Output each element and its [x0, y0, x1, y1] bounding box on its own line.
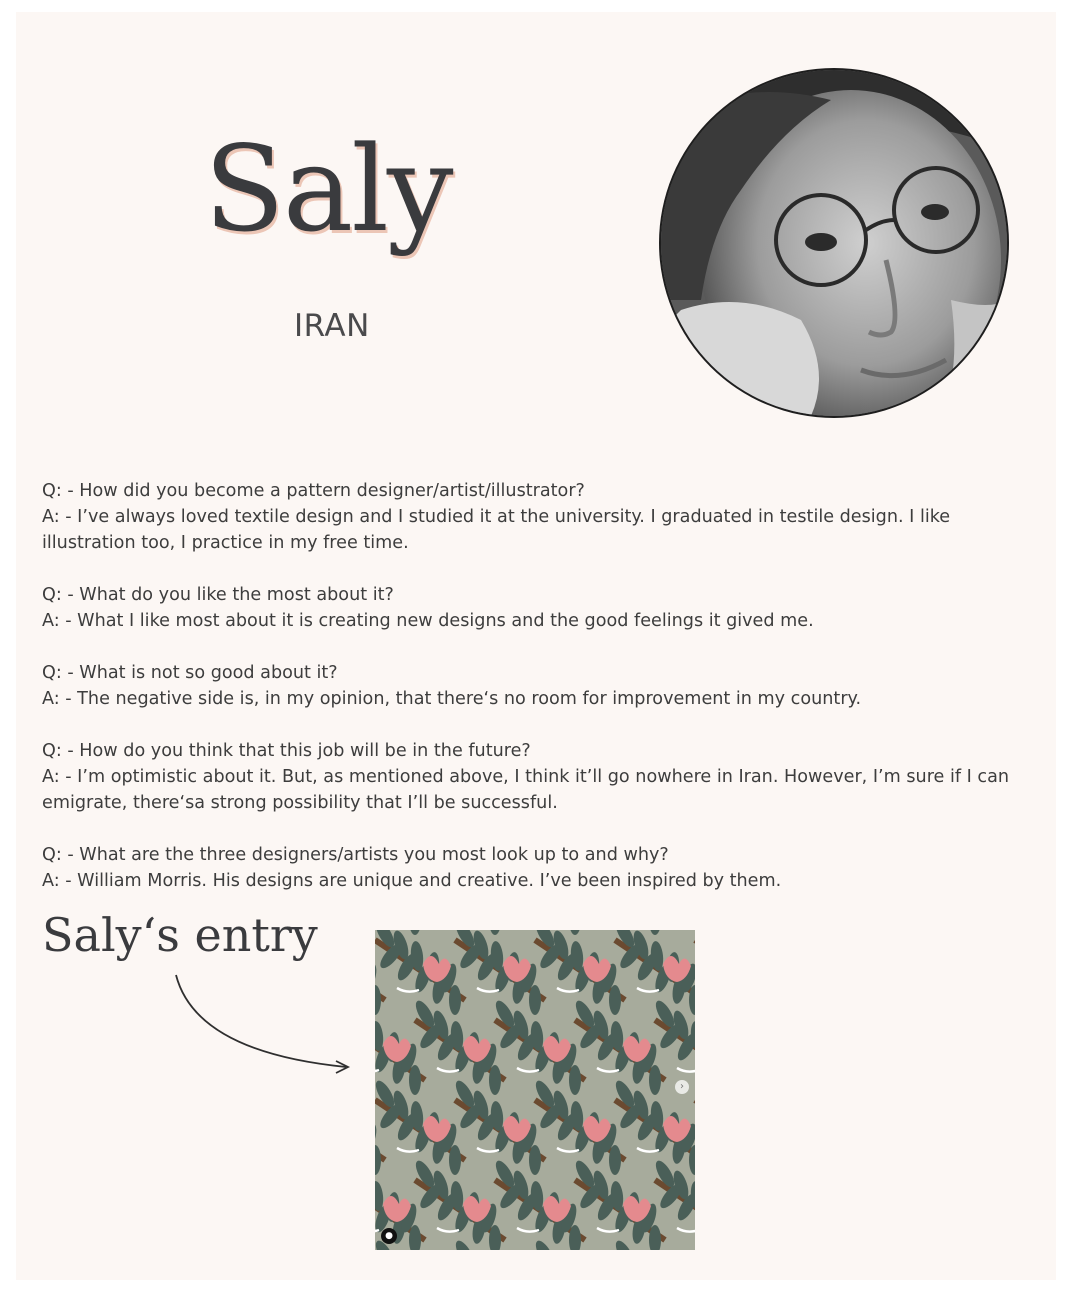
qa-question: Q: - What are the three designers/artists you most look up to and why?: [42, 845, 669, 865]
portrait-illustration: [661, 70, 1007, 416]
pattern-leaf: [449, 1145, 461, 1175]
entry-pattern-image[interactable]: [375, 930, 695, 1250]
pattern-leaf: [609, 1145, 621, 1175]
qa-item: [42, 738, 1032, 816]
arrow-icon: [166, 967, 356, 1077]
qa-question: Q: - How did you become a pattern designer/artist/illustrator?: [42, 481, 585, 501]
qa-answer: A: - I’ve always loved textile design and I studied it at the university. I graduated in testile design. I like illustration too, I practice in my free time.: [42, 507, 951, 553]
pattern-leaf: [529, 1145, 541, 1175]
interview-section: [42, 478, 1032, 920]
profile-page: [16, 12, 1056, 1280]
qa-item: [42, 478, 1032, 556]
qa-question: Q: - How do you think that this job will be in the future?: [42, 741, 531, 761]
qa-answer: A: - What I like most about it is creating new designs and the good feelings it gived me.: [42, 611, 814, 631]
qa-answer: A: - The negative side is, in my opinion, that there‘s no room for improvement in my country.: [42, 689, 862, 709]
pattern-leaf: [569, 1065, 581, 1095]
qa-answer: A: - William Morris. His designs are unique and creative. I’ve been inspired by them.: [42, 871, 782, 891]
pattern-leaf: [649, 1065, 661, 1095]
pattern-leaf: [449, 985, 461, 1015]
qa-question: Q: - What do you like the most about it?: [42, 585, 394, 605]
qa-answer: A: - I’m optimistic about it. But, as mentioned above, I think it’ll go nowhere in Iran. However, I’m sure if I can emigrate, there‘sa strong possibility that I’ll be successful.: [42, 767, 1010, 813]
artist-name: Saly: [204, 120, 452, 258]
pattern-illustration: [375, 930, 695, 1250]
user-tag-icon[interactable]: ●: [381, 1228, 397, 1244]
qa-item: [42, 660, 1032, 712]
entry-label: Saly‘s entry: [42, 908, 318, 962]
pattern-leaf: [609, 985, 621, 1015]
pattern-leaf: [409, 1065, 421, 1095]
pattern-leaf: [489, 1065, 501, 1095]
artist-country: IRAN: [294, 308, 370, 344]
artist-portrait: [661, 70, 1007, 416]
qa-item: [42, 842, 1032, 894]
carousel-next-icon[interactable]: ›: [675, 1080, 689, 1094]
qa-question: Q: - What is not so good about it?: [42, 663, 338, 683]
pattern-leaf: [529, 985, 541, 1015]
qa-item: [42, 582, 1032, 634]
